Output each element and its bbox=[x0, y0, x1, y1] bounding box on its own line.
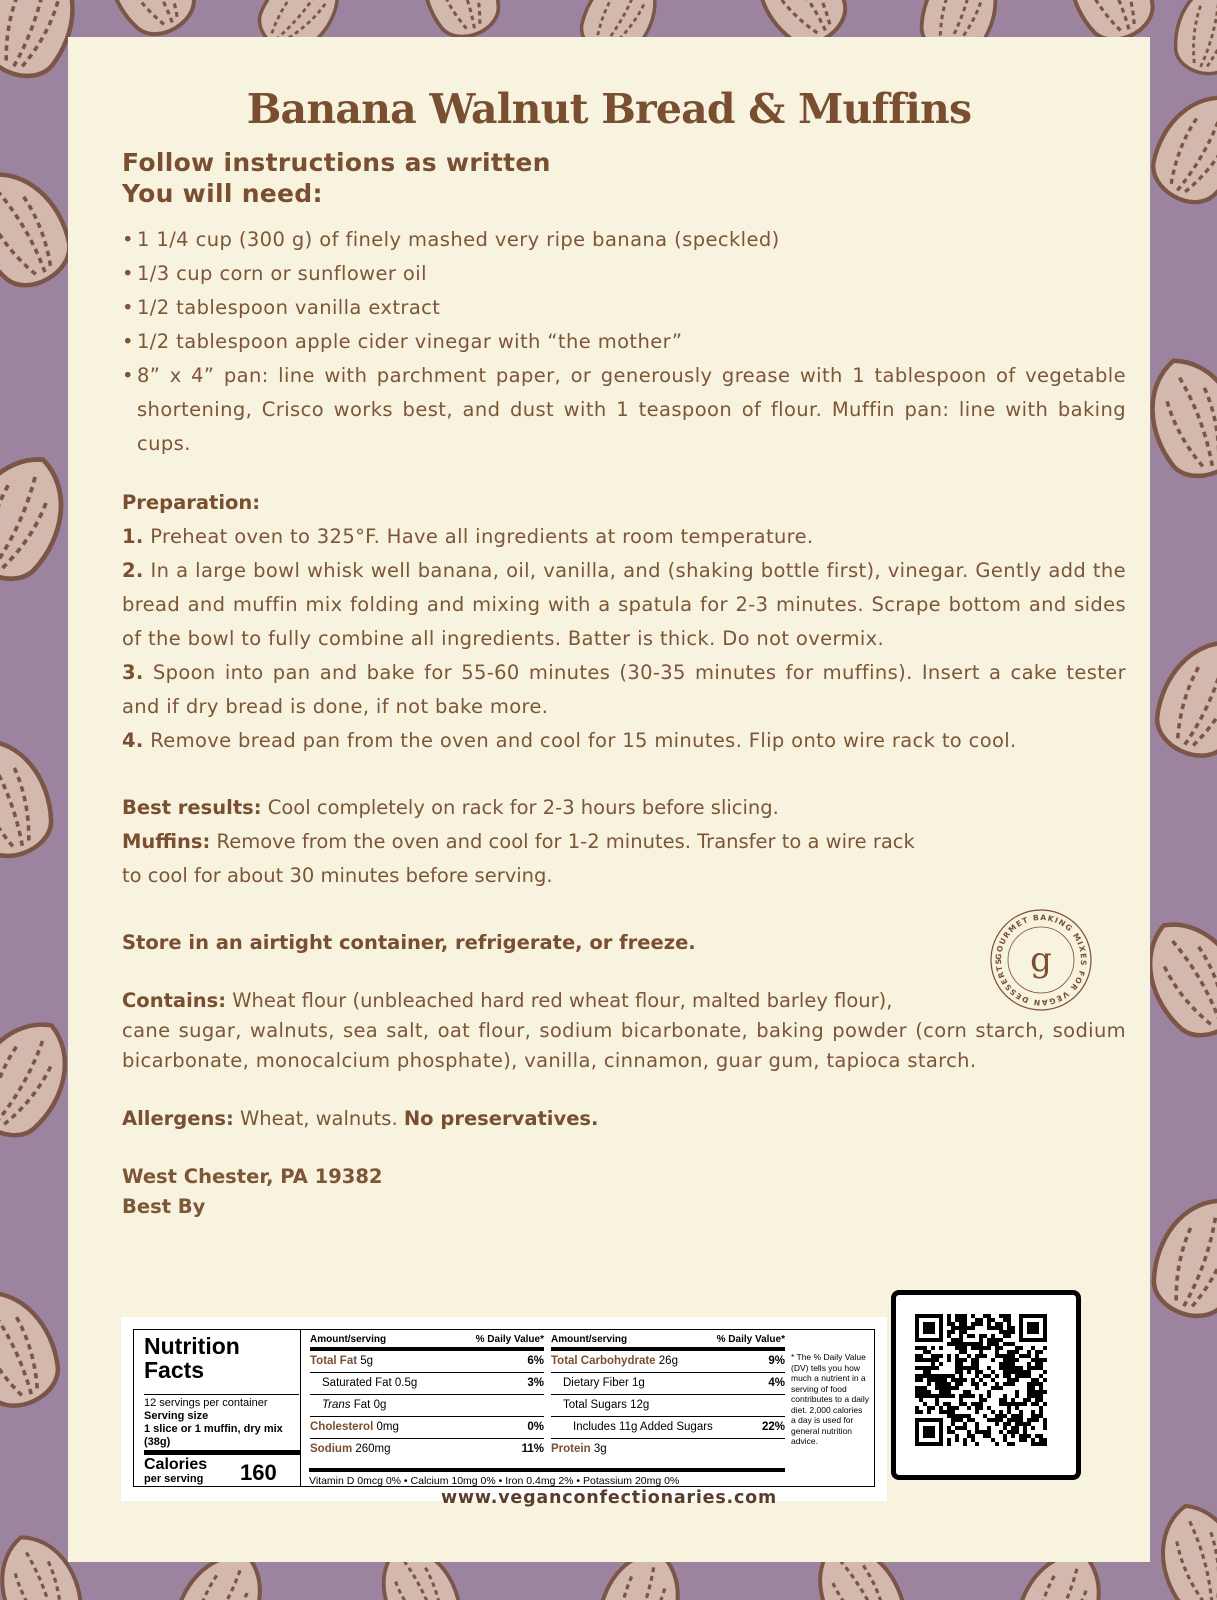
brand-seal bbox=[988, 907, 1094, 1013]
qr-code-icon bbox=[915, 1314, 1047, 1446]
ingredient-item: • 1 1/4 cup (300 g) of finely mashed very ripe banana (speckled) bbox=[122, 223, 1126, 257]
nutrient-row: Total Sugars 12g bbox=[551, 1395, 785, 1417]
website-link[interactable]: www.veganconfectionaries.com bbox=[440, 1488, 778, 1508]
ingredient-item: • 1/3 cup corn or sunflower oil bbox=[122, 257, 1126, 291]
vitamins-line: Vitamin D 0mcg 0% • Calcium 10mg 0% • Iron 0.4mg 2% • Potassium 20mg 0% bbox=[309, 1468, 785, 1487]
preparation-step: 3. Spoon into pan and bake for 55-60 minutes (30-35 minutes for muffins). Insert a cake tester and if dry bread is done, if not bake more. bbox=[122, 661, 1126, 718]
nutrient-row: Sodium 260mg 11% bbox=[310, 1443, 544, 1455]
recipe-content bbox=[122, 147, 1126, 1222]
nutrient-row: Dietary Fiber 1g 4% bbox=[551, 1373, 785, 1395]
best-by: Best By bbox=[122, 1195, 206, 1218]
nutrient-row: Saturated Fat 0.5g 3% bbox=[310, 1373, 544, 1395]
almond-shape bbox=[1140, 79, 1217, 215]
svg-text:GOURMET BAKING MIXES FOR VEGAN: GOURMET BAKING MIXES FOR VEGAN DESSERTS bbox=[993, 912, 1089, 1008]
page-title: Banana Walnut Bread & Muffins bbox=[246, 85, 972, 133]
muffins-note: Muffins: Remove from the oven and cool for 1-2 minutes. Transfer to a wire rack bbox=[122, 830, 915, 853]
nutrient-column-left: Amount/serving % Daily Value* Total Fat 5g 6% Saturated Fat 0.5g 3% Trans Fat 0g Cholesterol 0mg 0% Sodium 260mg 11% bbox=[310, 1334, 544, 1460]
allergens: Allergens: Wheat, walnuts. No preservatives. bbox=[122, 1107, 599, 1130]
nutrient-row: Cholesterol 0mg 0% bbox=[310, 1417, 544, 1439]
nutrient-row: Protein 3g bbox=[551, 1443, 607, 1455]
serving-info: 12 servings per container Serving size 1 slice or 1 muffin, dry mix (38g) bbox=[144, 1394, 299, 1449]
preparation-step: 2. In a large bowl whisk well banana, oil, vanilla, and (shaking bottle first), vinegar. Gently add the bread and muffin mix folding and mixing with a spatula for 2-3 minutes. Scrape bottom and sides of the bowl to fully combine all ingredients. Batter is thick. Do not overmix. bbox=[122, 559, 1126, 650]
preparation-heading: Preparation: bbox=[122, 491, 261, 514]
contains: Contains: Wheat flour (unbleached hard red wheat flour, malted barley flour), cane sugar, walnuts, sea salt, oat flour, sodium bicarbonate, baking powder (corn starch, sodium bicarbonate, monocalcium phosphate), vanilla, cinnamon, guar gum, tapioca starch. bbox=[122, 989, 1126, 1072]
storage-note: Store in an airtight container, refrigerate, or freeze. bbox=[122, 931, 696, 954]
almond-shape bbox=[1150, 1496, 1217, 1600]
almond-shape bbox=[1168, 0, 1217, 81]
ingredient-item: • 8” x 4” pan: line with parchment paper, or generously grease with 1 tablespoon of vegetable shortening, Crisco works best, and dust with 1 teaspoon of flour. Muffin pan: line with baking cups. bbox=[122, 359, 1126, 461]
nutrition-title: Nutrition Facts bbox=[144, 1333, 240, 1383]
nutrient-row: Trans Fat 0g bbox=[310, 1395, 544, 1417]
muffins-note-cont: to cool for about 30 minutes before serving. bbox=[122, 864, 553, 887]
qr-code[interactable] bbox=[891, 1290, 1081, 1480]
almond-shape bbox=[1144, 626, 1217, 769]
calories-label: Calories per serving bbox=[144, 1456, 208, 1485]
address: West Chester, PA 19382 bbox=[122, 1165, 383, 1188]
calories-value: 160 bbox=[240, 1460, 277, 1485]
preparation-step: 4. Remove bread pan from the oven and cool for 15 minutes. Flip onto wire rack to cool. bbox=[122, 729, 1017, 752]
almond-shape bbox=[0, 727, 63, 867]
almond-shape bbox=[1142, 1187, 1217, 1327]
ingredient-item: • 1/2 tablespoon apple cider vinegar with “the mother” bbox=[122, 325, 1126, 359]
daily-value-footnote: * The % Daily Value (DV) tells you how much a nutrient in a serving of food contributes to a daily diet. 2,000 calories a day is used for general nutrition advice. bbox=[791, 1352, 869, 1446]
nutrient-column-right: Amount/serving % Daily Value* Total Carbohydrate 26g 9% Dietary Fiber 1g 4% Total Sugars 12g Includes 11g Added Sugars 22% Protein 3g bbox=[551, 1334, 785, 1460]
nutrient-row: Total Carbohydrate 26g 9% bbox=[551, 1351, 785, 1373]
intro-line-1: Follow instructions as written bbox=[122, 148, 551, 177]
best-results: Best results: Cool completely on rack for 2-3 hours before slicing. bbox=[122, 796, 779, 819]
preparation-step: 1. Preheat oven to 325°F. Have all ingredients at room temperature. bbox=[122, 525, 814, 548]
ingredient-item: • 1/2 tablespoon vanilla extract bbox=[122, 291, 1126, 325]
intro-line-2: You will need: bbox=[122, 179, 323, 208]
nutrient-row: Total Fat 5g 6% bbox=[310, 1351, 544, 1373]
nutrition-facts bbox=[133, 1329, 875, 1487]
recipe-card bbox=[68, 37, 1150, 1562]
seal-letter: g bbox=[1030, 940, 1052, 980]
nutrient-row: Includes 11g Added Sugars 22% bbox=[551, 1417, 785, 1439]
nutrition-panel bbox=[121, 1317, 887, 1501]
ingredient-list bbox=[122, 223, 1126, 461]
almond-shape bbox=[0, 1276, 71, 1419]
